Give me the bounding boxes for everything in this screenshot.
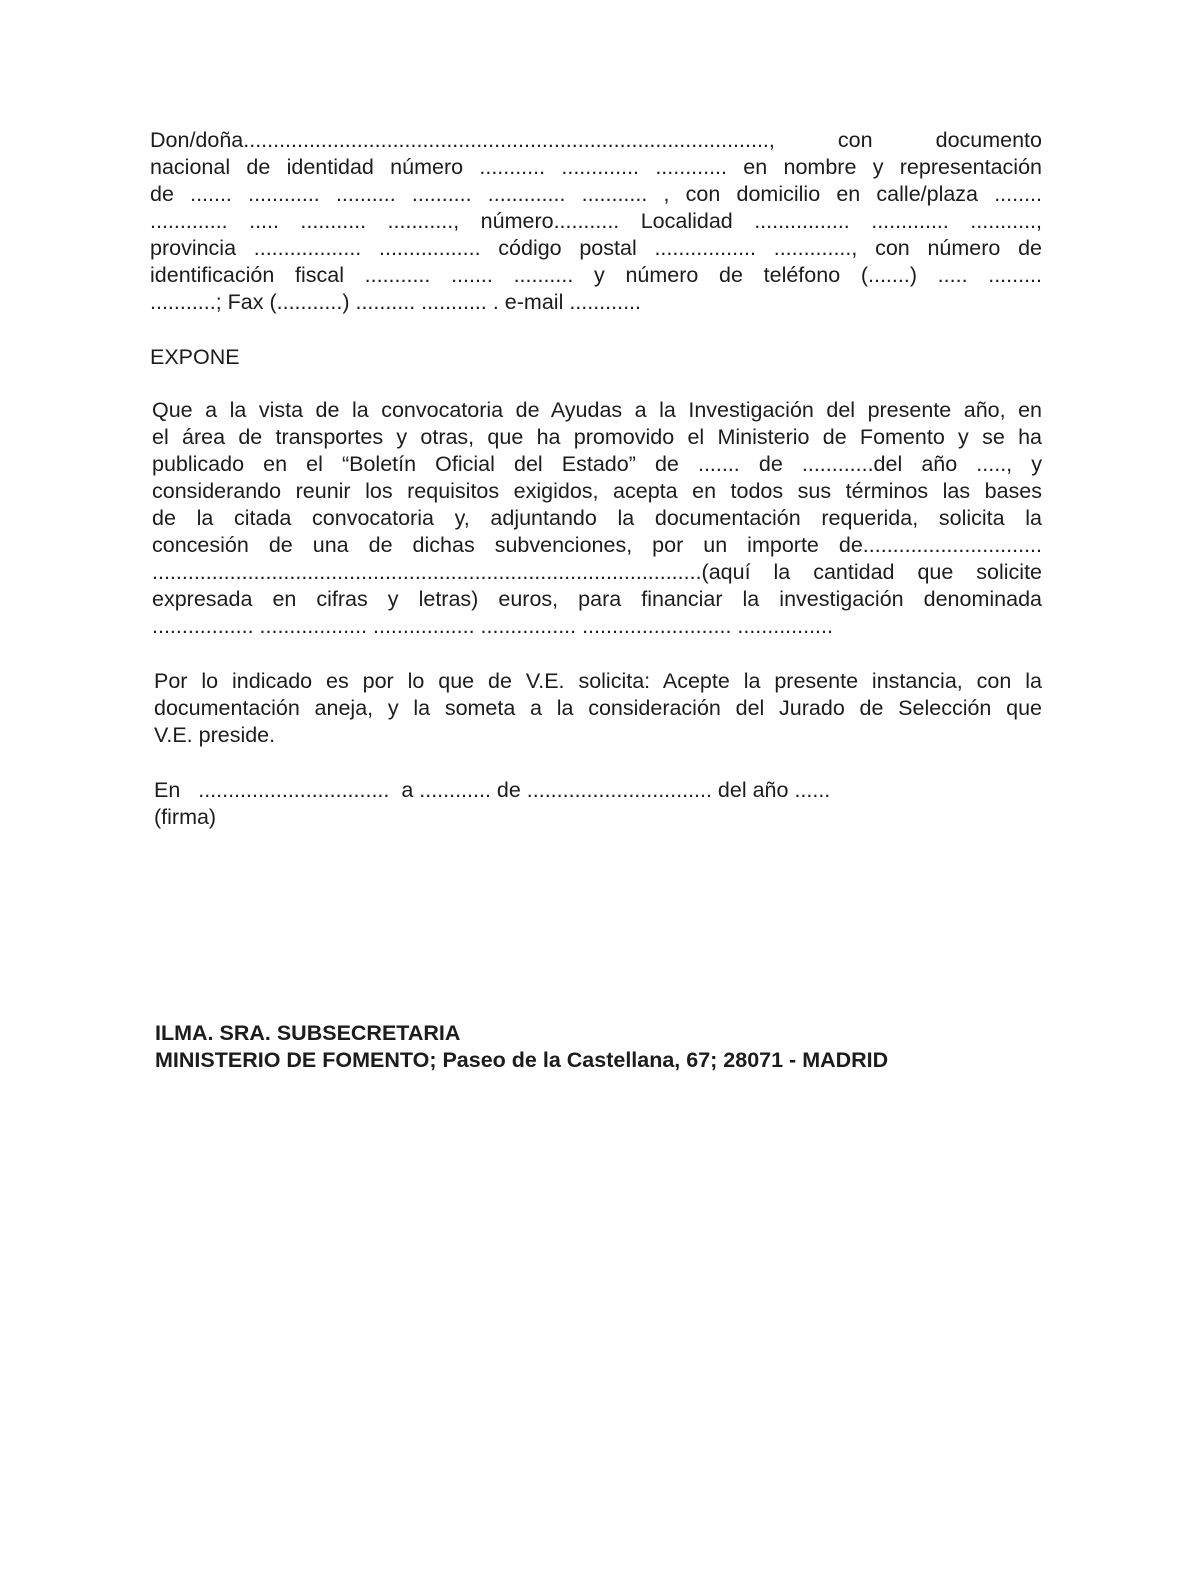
addressee-title: ILMA. SRA. SUBSECRETARIA — [155, 1021, 461, 1045]
applicant-line: provincia .................. ................. código postal ................. ............., con número de — [150, 236, 1042, 260]
expone-line: de la citada convocatoria y, adjuntando la documentación requerida, solicita la — [152, 506, 1042, 530]
request-line: V.E. preside. — [154, 723, 276, 747]
applicant-details-paragraph — [150, 127, 1042, 316]
expone-line: ............................................................................................(aquí la cantidad que solicite — [152, 560, 1042, 584]
applicant-line: de ....... ............ .......... .......... ............. ........... , con domicilio en calle/plaza ........ — [150, 182, 1042, 206]
applicant-line: ...........; Fax (...........) .......... ........... . e-mail ............ — [150, 290, 641, 314]
request-line: documentación aneja, y la someta a la consideración del Jurado de Selección que — [154, 696, 1042, 720]
applicant-line: Don/doña........................................................................................, con documento — [150, 128, 1042, 152]
expone-line: el área de transportes y otras, que ha promovido el Ministerio de Fomento y se ha — [152, 425, 1042, 449]
applicant-line: nacional de identidad número ........... ............. ............ en nombre y representación — [150, 155, 1042, 179]
place-date-block — [154, 777, 954, 831]
applicant-line: ............. ..... ........... ..........., número........... Localidad ................ ............. ..........., — [150, 209, 1042, 233]
request-paragraph — [154, 668, 1042, 749]
expone-line: Que a la vista de la convocatoria de Ayudas a la Investigación del presente año, en — [152, 398, 1042, 422]
expone-heading: EXPONE — [150, 345, 240, 369]
addressee-address: MINISTERIO DE FOMENTO; Paseo de la Castellana, 67; 28071 - MADRID — [155, 1048, 889, 1072]
request-line: Por lo indicado es por lo que de V.E. solicita: Acepte la presente instancia, con la — [154, 669, 1042, 693]
expone-line: publicado en el “Boletín Oficial del Estado” de ....... de ............del año ....., y — [152, 452, 1042, 476]
applicant-line: identificación fiscal ........... ....... .......... y número de teléfono (.......) ..... ......... — [150, 263, 1042, 287]
place-date-line: En ................................ a ............ de ............................... del año ...... — [154, 778, 831, 802]
expone-line: ................. .................. ................. ................ ......................... ................ — [152, 614, 833, 638]
addressee-block — [155, 1020, 1055, 1074]
signature-label: (firma) — [154, 805, 217, 829]
expone-line: concesión de una de dichas subvenciones, por un importe de.............................. — [152, 533, 1042, 557]
expone-line: expresada en cifras y letras) euros, para financiar la investigación denominada — [152, 587, 1042, 611]
expone-line: considerando reunir los requisitos exigidos, acepta en todos sus términos las bases — [152, 479, 1042, 503]
expone-paragraph — [152, 397, 1042, 640]
